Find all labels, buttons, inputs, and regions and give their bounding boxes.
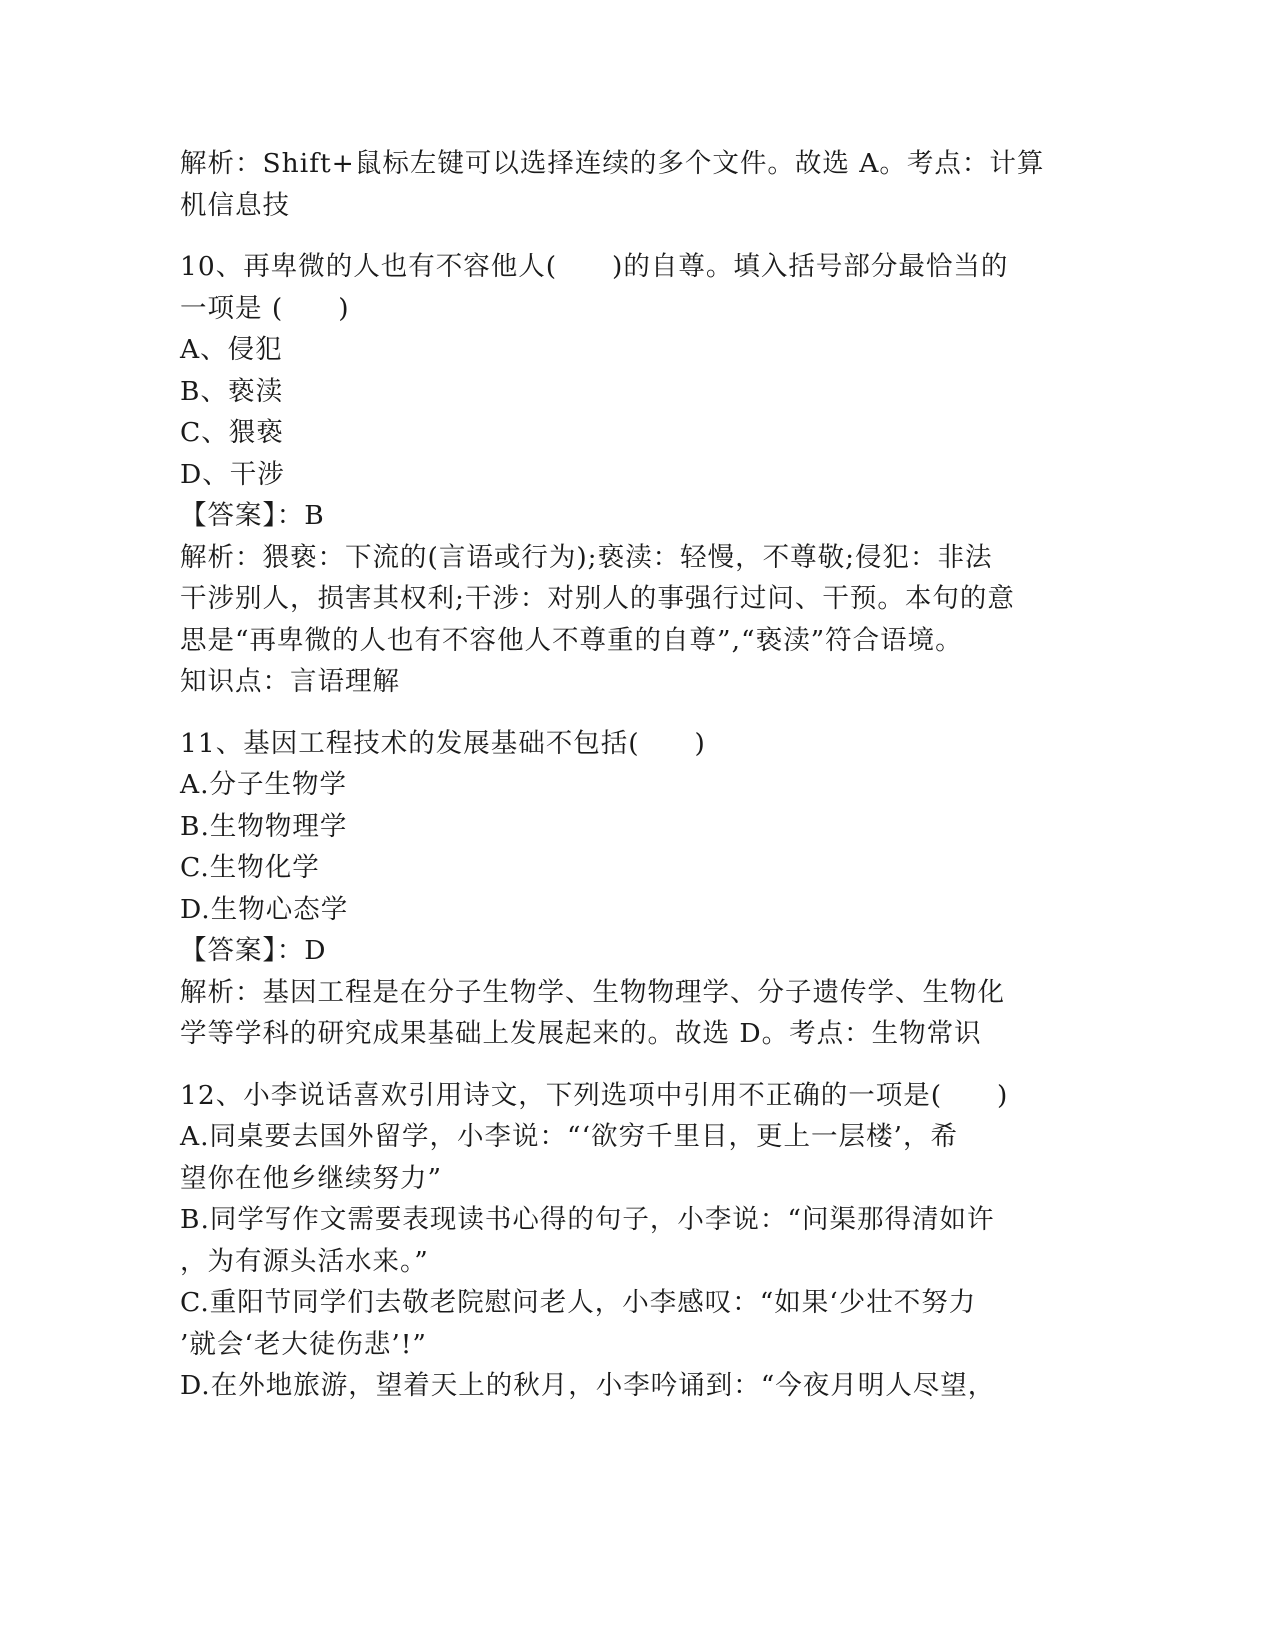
q12-option-line-6: ’就会‘老大徒伤悲’!” (180, 1328, 427, 1360)
q12-option-line-3: B.同学写作文需要表现读书心得的句子，小李说：“问渠那得清如许 (180, 1204, 995, 1235)
q11-answer: 【答案】：D (180, 935, 327, 966)
document-page (180, 143, 1045, 1407)
q12-option-line-4: ，为有源头活水来。” (180, 1245, 429, 1277)
q12-option-line-2: 望你在他乡继续努力” (180, 1162, 443, 1194)
q10-analysis-line-2: 干涉别人，损害其权利;干涉：对别人的事强行过问、干预。本句的意 (180, 583, 1015, 614)
q12-option-line-5: C.重阳节同学们去敬老院慰问老人，小李感叹：“如果‘少壮不努力 (180, 1287, 977, 1318)
q11-option-a: A.分子生物学 (180, 769, 348, 800)
q11-option-d: D.生物心态学 (180, 893, 349, 925)
q11-option-b: B.生物物理学 (180, 810, 348, 842)
q10-option-c: C、猥亵 (180, 417, 284, 448)
q12-option-line-1: A.同桌要去国外留学，小李说：“‘欲穷千里目，更上一层楼’，希 (180, 1121, 958, 1152)
q10-option-a: A、侵犯 (180, 334, 283, 365)
q10-option-d: D、干涉 (180, 458, 285, 490)
q10-answer: 【答案】：B (180, 500, 325, 531)
q10-analysis-line-4: 知识点：言语理解 (180, 666, 400, 697)
q10-stem-line-2: 一项是 ( ) (180, 292, 350, 324)
q12-option-line-7: D.在外地旅游，望着天上的秋月，小李吟诵到：“今夜月明人尽望， (180, 1370, 996, 1401)
q10-analysis-line-3: 思是“再卑微的人也有不容他人不尊重的自尊”,“亵渎”符合语境。 (180, 624, 963, 656)
q9-analysis-line-2: 机信息技 (180, 189, 290, 221)
q10-option-b: B、亵渎 (180, 375, 283, 407)
q9-analysis-line-1: 解析：Shift+鼠标左键可以选择连续的多个文件。故选 A。考点：计算 (180, 148, 1045, 179)
q10-stem-line-1: 10、再卑微的人也有不容他人( )的自尊。填入括号部分最恰当的 (180, 251, 1009, 282)
q12-stem: 12、小李说话喜欢引用诗文，下列选项中引用不正确的一项是( ) (180, 1079, 1009, 1111)
q11-analysis-line-2: 学等学科的研究成果基础上发展起来的。故选 D。考点：生物常识 (180, 1018, 982, 1049)
q11-option-c: C.生物化学 (180, 852, 320, 883)
q11-stem: 11、基因工程技术的发展基础不包括( ) (180, 727, 706, 759)
q10-analysis-line-1: 解析：猥亵：下流的(言语或行为);亵渎：轻慢，不尊敬;侵犯：非法 (180, 541, 993, 573)
q11-analysis-line-1: 解析：基因工程是在分子生物学、生物物理学、分子遗传学、生物化 (180, 976, 1005, 1008)
